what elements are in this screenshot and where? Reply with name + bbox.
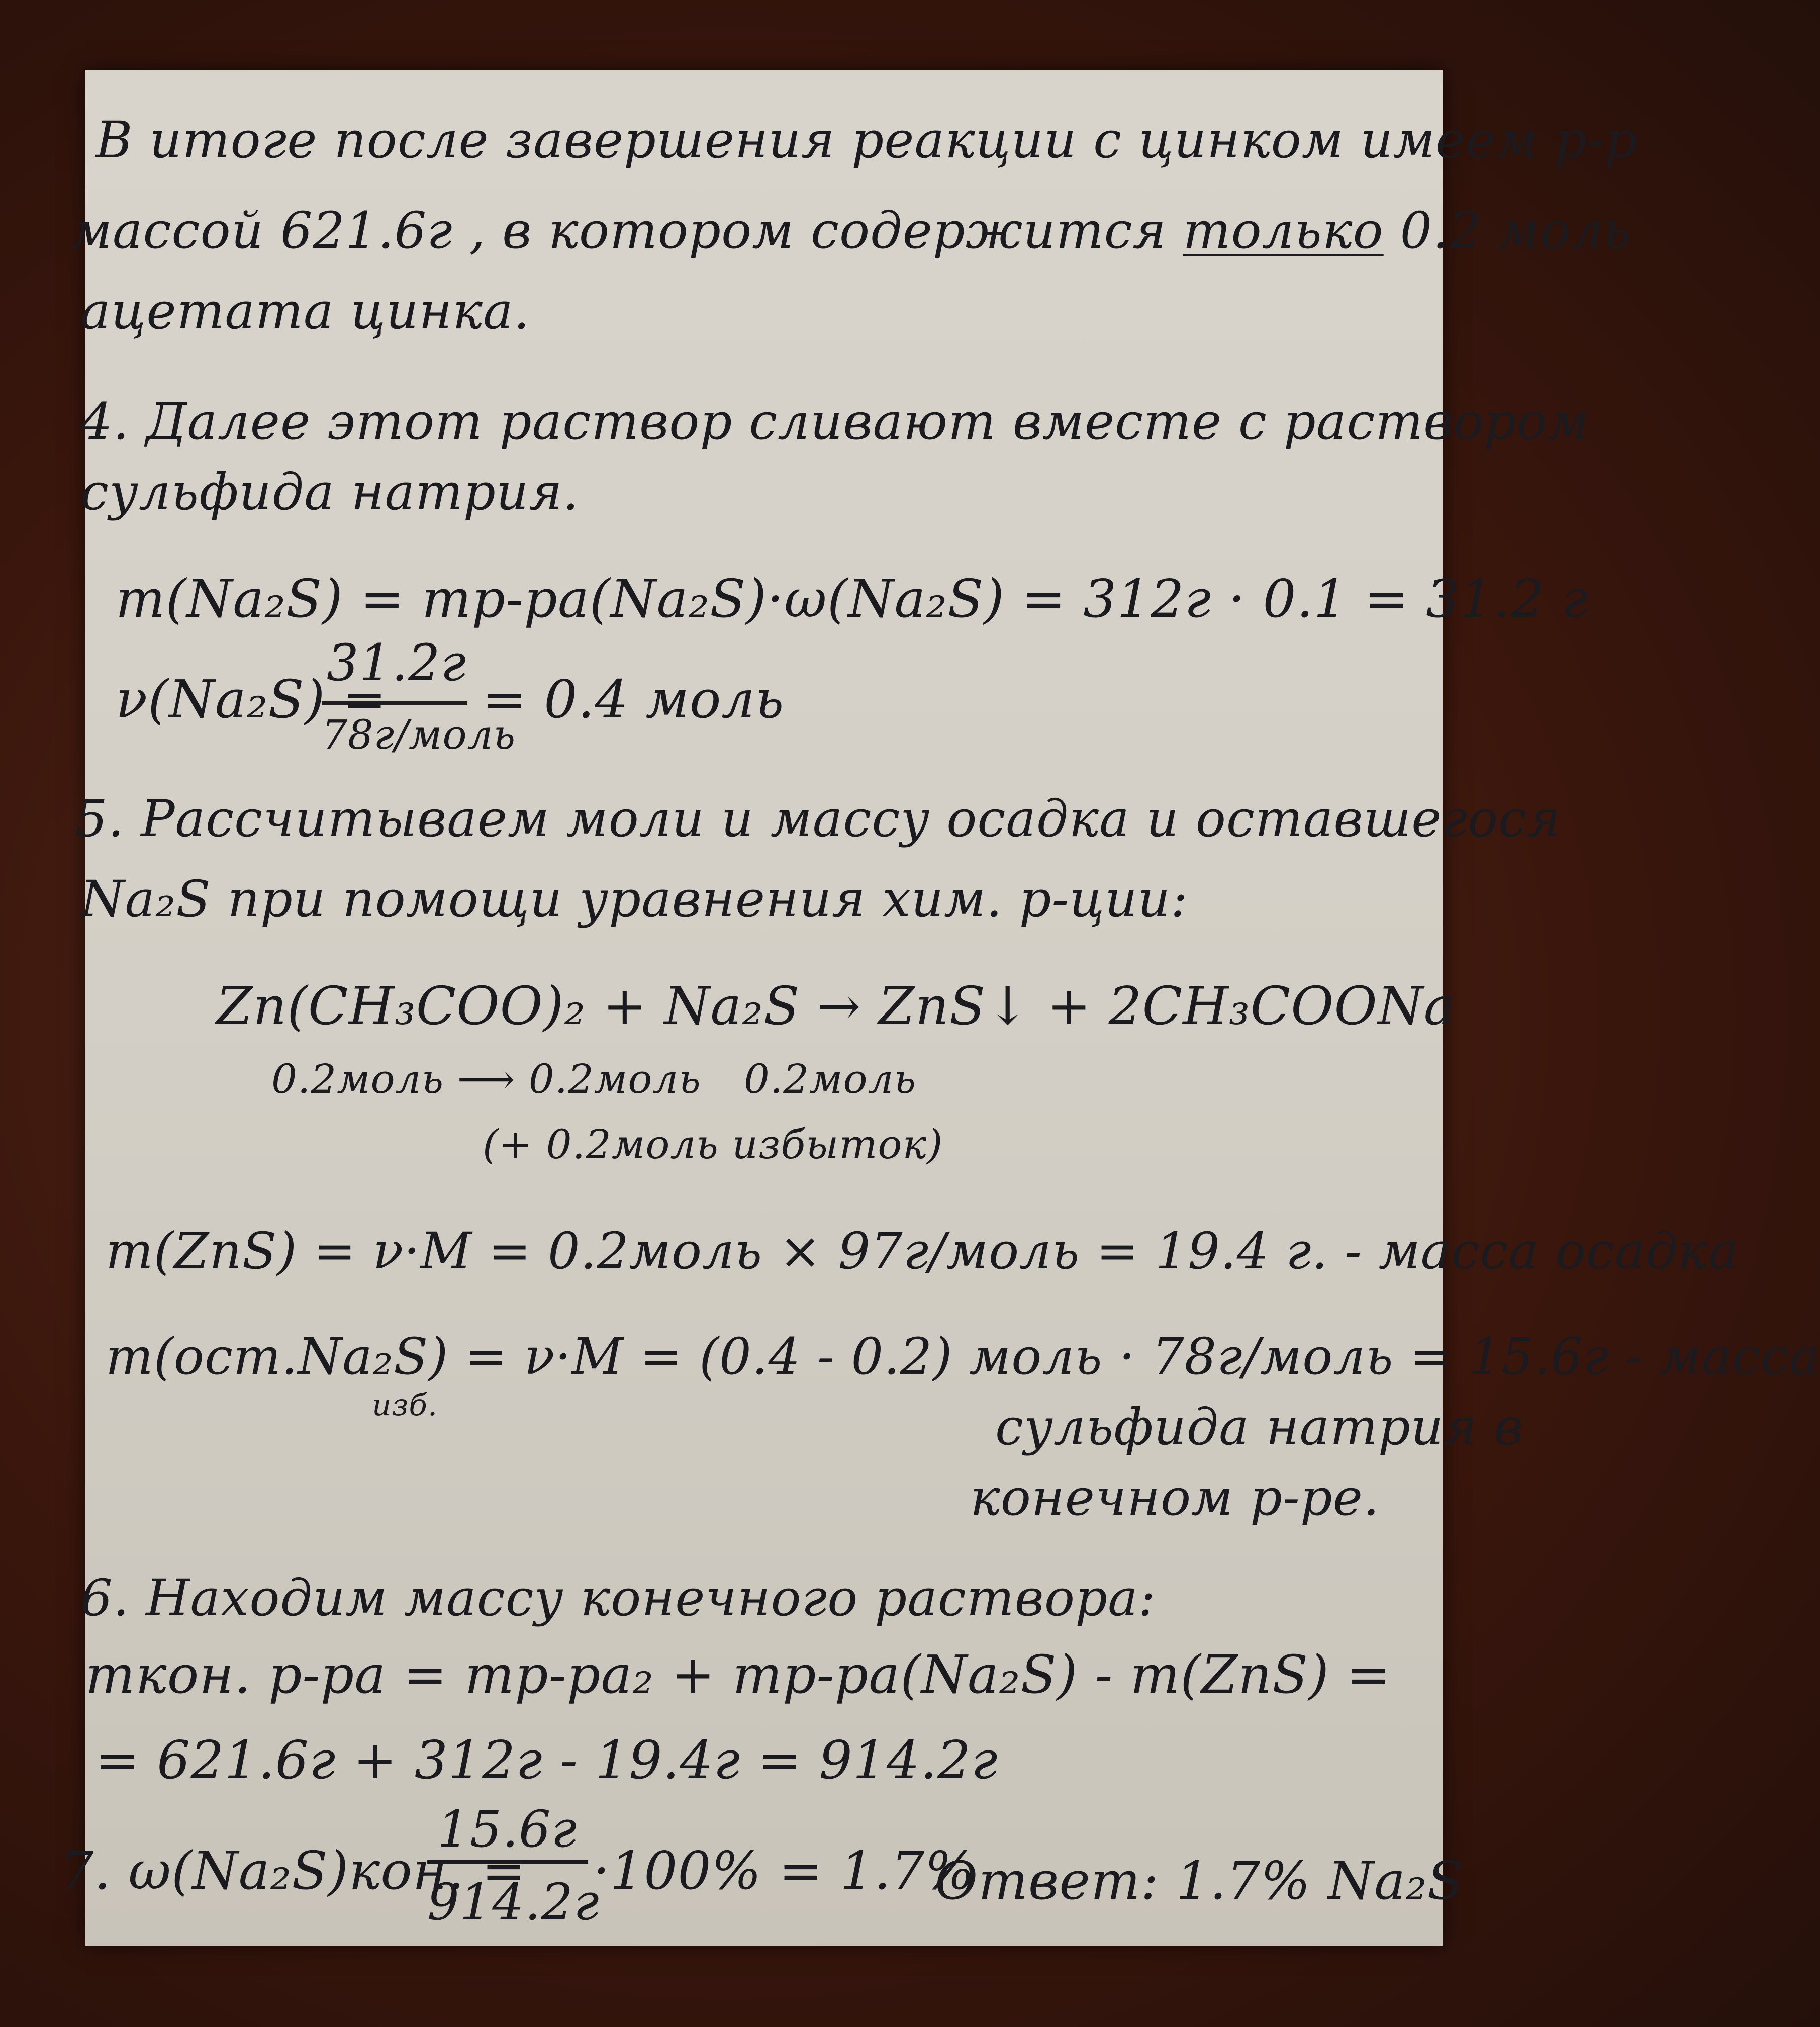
comment-line-1: сульфида натрия в <box>995 1398 1524 1456</box>
equation-mass-remaining-na2s: m(ост.Na₂S) = ν·M = (0.4 - 0.2) моль · 78г/моль = 15.6г - масса <box>106 1327 1820 1386</box>
mass-fraction-bar <box>427 1860 588 1864</box>
answer: Ответ: 1.7% Na₂S <box>935 1850 1464 1911</box>
text-line-1: В итоге после завершения реакции с цинком имеем р-р <box>95 111 1638 169</box>
equation-mass-na2s: m(Na₂S) = mр-ра(Na₂S)·ω(Na₂S) = 312г · 0.1 = 31.2 г <box>116 568 1589 629</box>
notebook-page <box>60 70 1820 1946</box>
step-5-line-2: Na₂S при помощи уравнения хим. р-ции: <box>80 870 1188 929</box>
reaction-moles-right: 0.2моль <box>744 1056 917 1102</box>
excess-note: (+ 0.2моль избыток) <box>483 1121 943 1168</box>
step-5-line-1: 5. Рассчитываем моли и массу осадка и оставшегося <box>75 789 1561 848</box>
text-line-2 <box>70 201 1632 260</box>
fraction-bar <box>322 701 467 705</box>
mass-fraction-lhs: 7. ω(Na₂S)кон. = <box>60 1840 526 1901</box>
comment-line-2: конечном р-ре. <box>970 1468 1380 1527</box>
text-line-2-post: 0.2 моль <box>1383 201 1632 260</box>
reaction-equation: Zn(CH₃COO)₂ + Na₂S → ZnS↓ + 2CH₃COONa <box>216 975 1456 1037</box>
text-line-3: ацетата цинка. <box>80 282 530 340</box>
equation-final-mass: mкон. р-ра = mр-ра₂ + mр-ра(Na₂S) - m(ZnS) = <box>85 1644 1391 1705</box>
reaction-moles-left: 0.2моль ⟶ 0.2моль <box>271 1056 701 1102</box>
equation-mass-zns: m(ZnS) = ν·M = 0.2моль × 97г/моль = 19.4 г. - масса осадка <box>106 1222 1739 1280</box>
mass-fraction-result: ·100% = 1.7% <box>593 1840 975 1901</box>
step-4-line-2: сульфида натрия. <box>80 463 580 521</box>
step-6-heading: 6. Находим массу конечного раствора: <box>80 1569 1156 1627</box>
mass-fraction-numerator: 15.6г <box>437 1800 578 1859</box>
mass-fraction-denominator: 914.2г <box>427 1873 600 1931</box>
equation-moles-na2s-lhs: ν(Na₂S) = <box>116 669 387 730</box>
fraction-denominator: 78г/моль <box>322 711 516 758</box>
underlined-word: только <box>1183 201 1384 260</box>
step-4-line-1: 4. Далее этот раствор сливают вместе с раствором <box>80 392 1590 451</box>
moles-result: = 0.4 моль <box>483 669 785 730</box>
text-line-2-pre: массой 621.6г , в котором содержится <box>70 201 1183 260</box>
equation-final-mass-value: = 621.6г + 312г - 19.4г = 914.2г <box>95 1729 998 1791</box>
excess-subscript: изб. <box>372 1388 438 1423</box>
fraction-numerator: 31.2г <box>327 633 467 692</box>
